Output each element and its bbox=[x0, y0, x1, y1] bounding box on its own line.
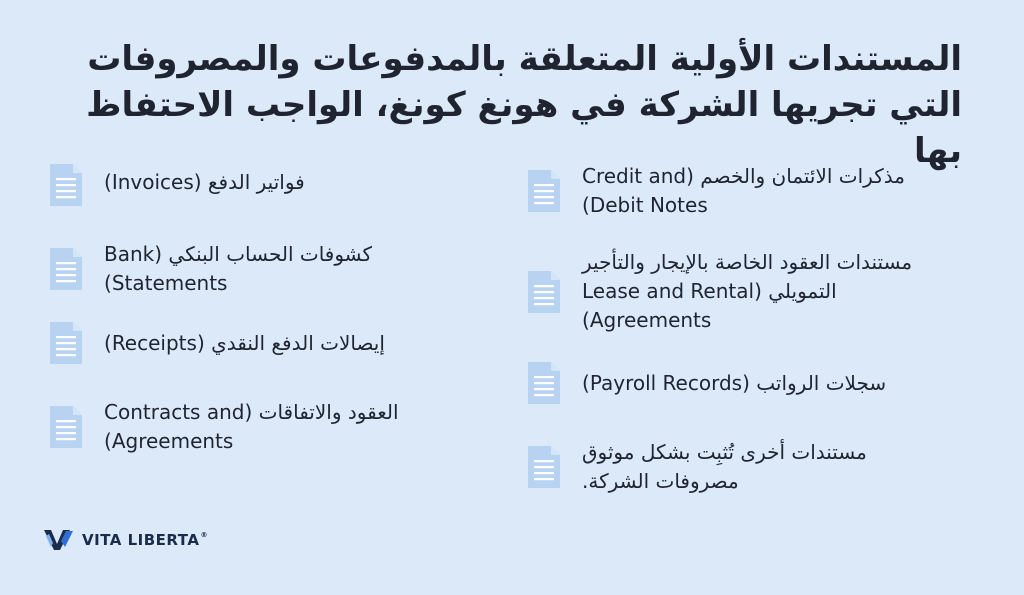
list-item bbox=[48, 320, 468, 366]
brand-name: VITA LIBERTA® bbox=[82, 531, 208, 549]
title-line-1: المستندات الأولية المتعلقة بالمدفوعات والمصروفات bbox=[87, 39, 962, 79]
vita-liberta-logo-icon bbox=[44, 528, 74, 552]
page-title bbox=[42, 36, 962, 174]
document-icon bbox=[526, 168, 562, 214]
list-item bbox=[526, 360, 966, 406]
list-item bbox=[526, 248, 966, 335]
item-label: مستندات أخرى تُثبِت بشكل موثوق مصروفات الشركة. bbox=[582, 440, 867, 493]
item-label: كشوفات الحساب البنكي (Bank Statements) bbox=[104, 242, 373, 295]
document-icon bbox=[526, 444, 562, 490]
item-label: سجلات الرواتب (Payroll Records) bbox=[582, 370, 887, 395]
item-label: إيصالات الدفع النقدي (Receipts) bbox=[104, 330, 385, 355]
brand-logo bbox=[44, 528, 208, 552]
list-item bbox=[526, 162, 966, 220]
document-icon bbox=[526, 360, 562, 406]
document-icon bbox=[48, 246, 84, 292]
document-icon bbox=[48, 320, 84, 366]
document-icon bbox=[48, 162, 84, 208]
title-line-2: التي تجريها الشركة في هونغ كونغ، الواجب الاحتفاظ بها bbox=[86, 85, 962, 171]
item-label: فواتير الدفع (Invoices) bbox=[104, 169, 305, 194]
document-icon bbox=[526, 269, 562, 315]
list-item bbox=[48, 240, 468, 298]
item-label: مستندات العقود الخاصة بالإيجار والتأجير التمويلي (Lease and Rental Agreements) bbox=[582, 250, 913, 332]
item-label: العقود والاتفاقات (Contracts and Agreements) bbox=[104, 400, 399, 453]
list-item bbox=[48, 398, 468, 456]
list-item bbox=[48, 162, 468, 208]
document-icon bbox=[48, 404, 84, 450]
item-label: مذكرات الائتمان والخصم (Credit and Debit Notes) bbox=[582, 164, 905, 217]
list-item bbox=[526, 438, 966, 496]
